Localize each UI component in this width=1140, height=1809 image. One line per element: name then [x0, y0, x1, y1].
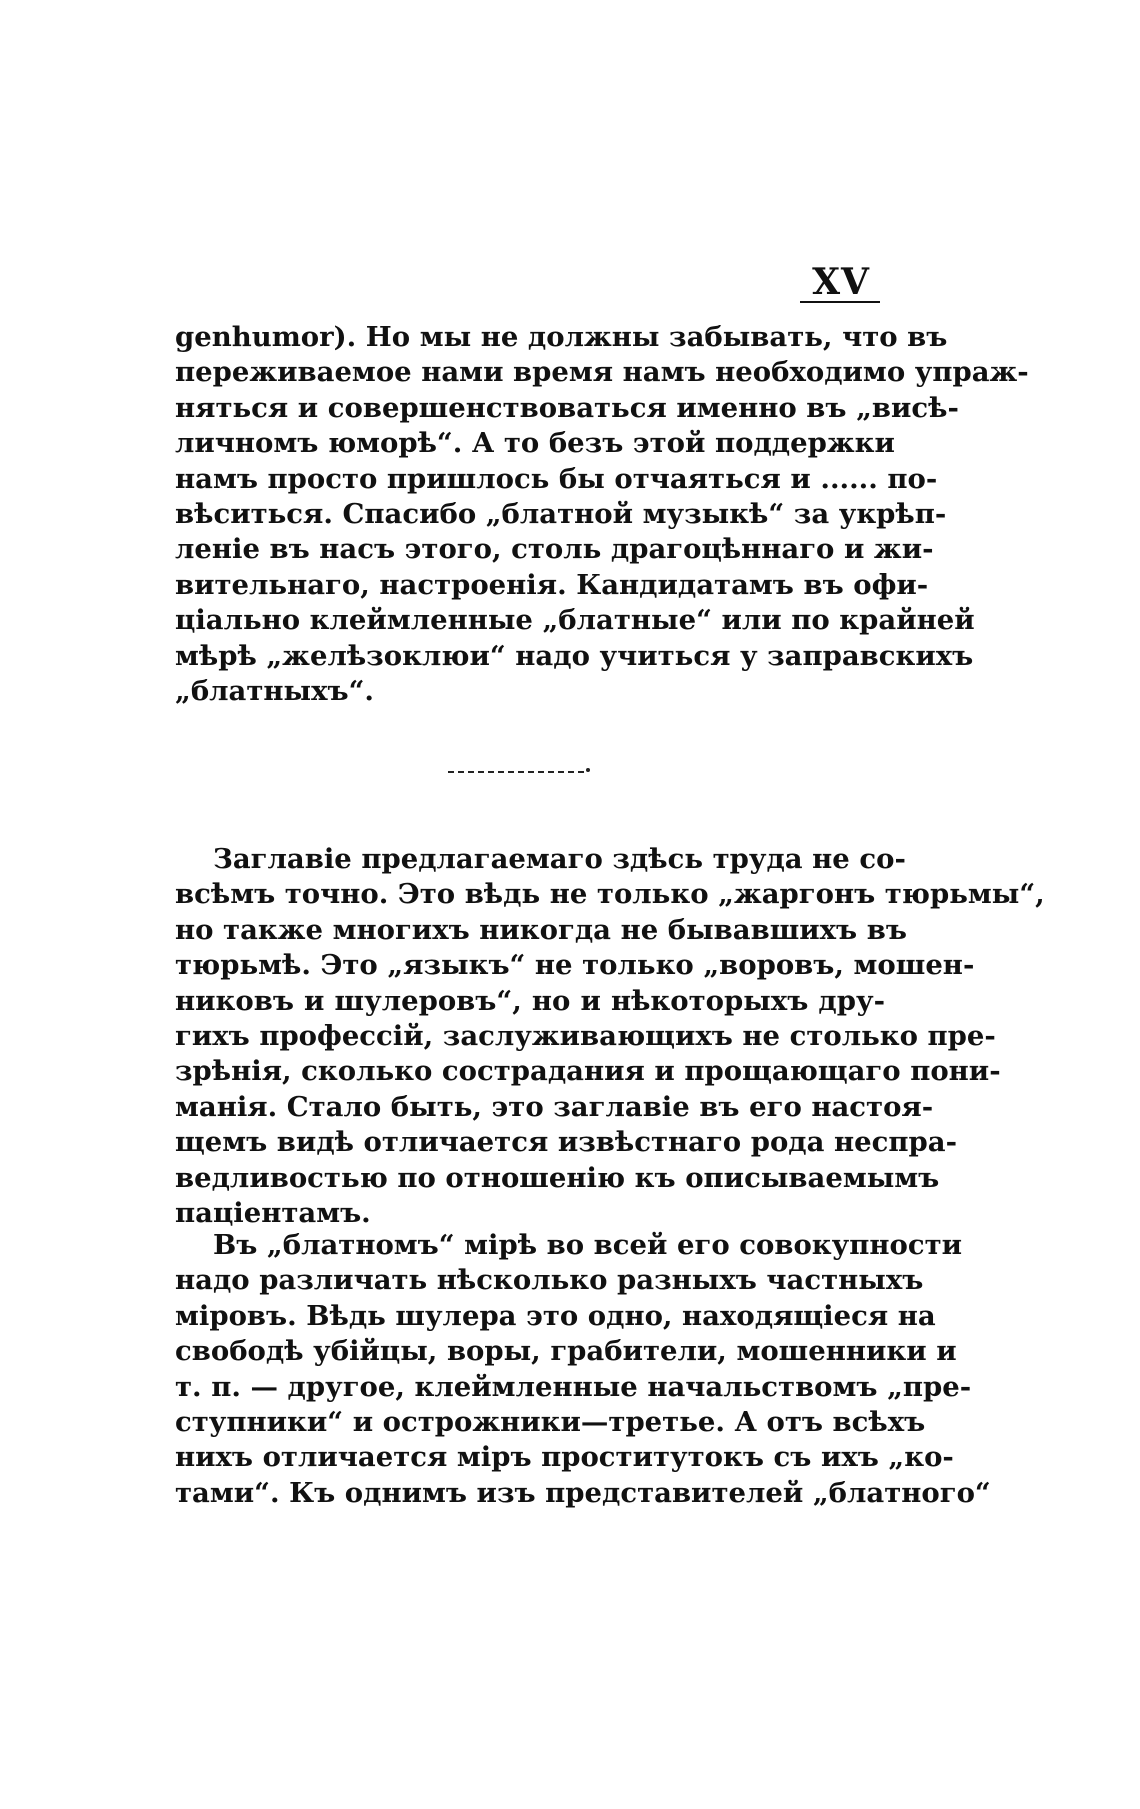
text-line: ведливостью по отношенію къ описываемымъ — [175, 1161, 940, 1194]
text-line: никовъ и шулеровъ“, но и нѣкоторыхъ дру- — [175, 984, 885, 1017]
text-line: ступники“ и острожники—третье. А отъ всѣхъ — [175, 1405, 926, 1438]
text-line: леніе въ насъ этого, столь драгоцѣннаго и жи- — [175, 533, 934, 566]
text-line: міровъ. Вѣдь шулера это одно, находящіеся на — [175, 1299, 936, 1332]
text-line: тюрьмѣ. Это „языкъ“ не только „воровъ, мошен- — [175, 949, 975, 982]
text-line: паціентамъ. — [175, 1196, 371, 1229]
text-line: вѣситься. Спасибо „блатной музыкѣ“ за укрѣп- — [175, 497, 947, 530]
text-line: зрѣнія, сколько сострадания и прощающаго пони- — [175, 1055, 1001, 1088]
paragraph-continued — [175, 320, 1029, 709]
paragraph-title-remark — [175, 842, 1045, 1231]
section-separator — [448, 771, 584, 773]
text-line: щемъ видѣ отличается извѣстнаго рода неспра- — [175, 1126, 957, 1159]
text-line: няться и совершенствоваться именно въ „висѣ- — [175, 391, 959, 424]
text-line: тами“. Къ однимъ изъ представителей „блатного“ — [175, 1476, 991, 1509]
text-line: свободѣ убійцы, воры, грабители, мошенники и — [175, 1335, 957, 1368]
text-line: гихъ профессій, заслуживающихъ не столько пре- — [175, 1019, 996, 1052]
text-line: мѣрѣ „желѣзоклюи“ надо учиться у заправскихъ — [175, 639, 974, 672]
text-line: надо различать нѣсколько разныхъ частныхъ — [175, 1264, 924, 1297]
text-line: переживаемое нами время намъ необходимо упраж- — [175, 356, 1029, 389]
text-line: манія. Стало быть, это заглавіе въ его настоя- — [175, 1090, 934, 1123]
text-line: личномъ юморѣ“. А то безъ этой поддержки — [175, 427, 895, 460]
text-line: Заглавіе предлагаемаго здѣсь труда не со- — [213, 843, 906, 875]
page-number-underline — [800, 301, 880, 303]
text-line: т. п. — другое, клеймленные начальствомъ „пре- — [175, 1370, 972, 1403]
text-line: нихъ отличается міръ проститутокъ съ ихъ „ко- — [175, 1441, 954, 1474]
section-separator-dot — [586, 768, 590, 772]
text-line: Въ „блатномъ“ мірѣ во всей его совокупности — [213, 1229, 963, 1261]
text-line: „блатныхъ“. — [175, 674, 374, 707]
text-line: ціально клеймленные „блатные“ или по крайней — [175, 604, 975, 637]
text-line: но также многихъ никогда не бывавшихъ въ — [175, 913, 907, 946]
text-line: genhumor). Но мы не должны забывать, что въ — [175, 321, 948, 353]
page-number: XV — [812, 261, 870, 303]
paragraph-blatnoy-worlds — [175, 1228, 991, 1511]
text-line: всѣмъ точно. Это вѣдь не только „жаргонъ тюрьмы“, — [175, 878, 1045, 911]
text-line: намъ просто пришлось бы отчаяться и ...... по- — [175, 462, 938, 495]
text-line: вительнаго, настроенія. Кандидатамъ въ офи- — [175, 568, 929, 601]
